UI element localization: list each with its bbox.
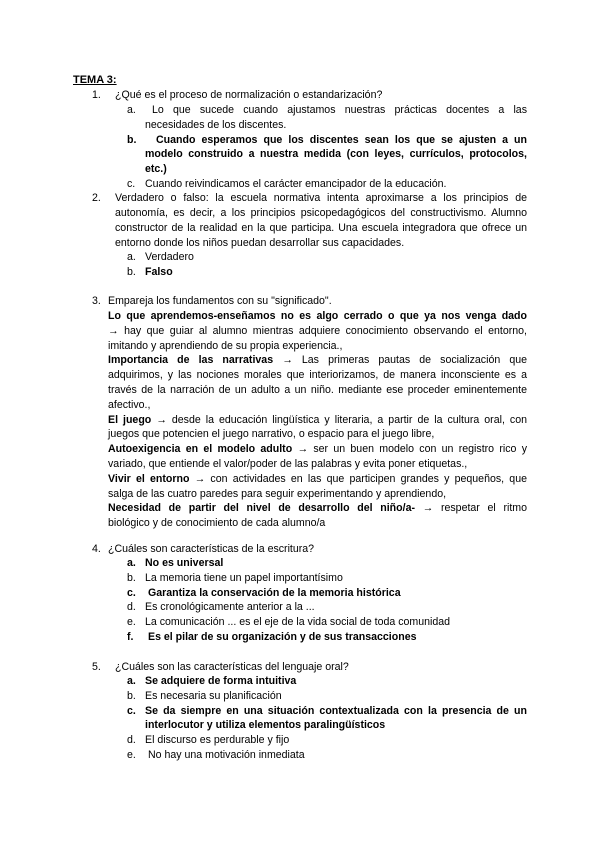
option-a (0, 103, 600, 118)
fundamental-5-meaning: → con actividades en las que participen grandes y pequeños, que (189, 472, 527, 485)
option-label: b. (127, 689, 136, 702)
fundamental-3 (108, 413, 527, 428)
option-label: c. (127, 177, 136, 190)
option-text: Se da siempre en una situación contextualizada con la presencia de un (145, 704, 527, 717)
fundamental-2 (108, 353, 527, 368)
option-text: No es universal (145, 557, 224, 569)
option-text: Se adquiere de forma intuitiva (145, 675, 297, 687)
fundamental-3-title: El juego (108, 413, 152, 426)
option-label: d. (127, 734, 136, 747)
option-text: Cuando esperamos que los discentes sean los que se ajusten a un (156, 133, 527, 146)
option-label: c. (127, 586, 136, 599)
option-text: Falso (145, 265, 173, 278)
fundamental-4 (108, 442, 527, 457)
fundamental-6 (108, 501, 527, 516)
option-label: b. (127, 265, 136, 278)
option-c (0, 704, 600, 719)
fundamental-1-meaning-cont: imitando y aprendiendo de su propia experiencia., (108, 339, 343, 352)
question-number: 1. (92, 89, 101, 101)
option-d (0, 733, 600, 748)
fundamental-3-cont: juegos que potencien el juego narrativo, o espacio para el juego libre, (108, 428, 435, 441)
fundamental-4-cont: variado, que entiende el valor/poder de las palabras y evita poner etiquetas., (108, 457, 468, 470)
option-a (0, 556, 600, 571)
option-c (0, 586, 600, 601)
option-label: a. (127, 675, 136, 687)
question-text: Verdadero o falso: la escuela normativa intenta aproximarse a los principios de (115, 192, 527, 204)
option-text: Garantiza la conservación de la memoria histórica (148, 586, 401, 599)
option-text: Cuando reivindicamos el carácter emancipador de la educación. (145, 177, 447, 190)
option-text: No hay una motivación inmediata (148, 748, 305, 761)
matching-fundamentals (108, 309, 527, 531)
question-number: 4. (92, 543, 101, 555)
option-label: e. (127, 616, 136, 629)
option-a (0, 250, 600, 265)
fundamental-2-meaning: → Las primeras pautas de socialización que (273, 354, 527, 367)
option-b (0, 133, 600, 148)
option-label: a. (127, 104, 136, 116)
option-a-cont (0, 118, 600, 133)
option-c (0, 177, 600, 192)
fundamental-2-cont2: través de la narración de un adulto a un niño. mediante ese proceder eminentemente (108, 383, 527, 396)
option-c-cont (0, 718, 600, 733)
option-b (0, 571, 600, 586)
option-b (0, 265, 600, 280)
option-label: b. (127, 133, 137, 146)
fundamental-4-title: Autoexigencia en el modelo adulto (108, 443, 293, 456)
question-text: Empareja los fundamentos con su "significado". (108, 295, 332, 307)
fundamental-4-meaning: → ser un buen modelo con un registro rico y (292, 443, 527, 456)
question-number: 5. (92, 661, 101, 673)
fundamental-1-meaning: → hay que guiar al alumno mientras adquiere conocimiento observando el entorno, (108, 324, 527, 337)
option-b-cont2 (0, 162, 600, 177)
fundamental-2-cont3: afectivo., (108, 398, 151, 411)
option-text: necesidades de los discentes. (145, 118, 287, 131)
option-label: f. (127, 630, 134, 643)
question-2-options (0, 250, 600, 280)
fundamental-5-title: Vivir el entorno (108, 472, 190, 485)
option-text: El discurso es perdurable y fijo (145, 734, 290, 747)
fundamental-1-title: Lo que aprendemos-enseñamos no es algo cerrado o que ya nos venga dado (108, 310, 527, 322)
fundamental-6-title: Necesidad de partir del nivel de desarrollo del niño/a- (108, 502, 415, 515)
option-label: b. (127, 571, 136, 584)
option-label: a. (127, 251, 136, 263)
option-e (0, 748, 600, 763)
option-f (0, 630, 600, 645)
page-title: TEMA 3: (73, 74, 117, 86)
question-text: entorno donde los niños puedan desarrollar sus capacidades. (115, 237, 405, 249)
question-1-options (0, 103, 600, 192)
option-text: interlocutor y utiliza elementos paralingüísticos (145, 719, 386, 732)
question-text: ¿Qué es el proceso de normalización o estandarización? (115, 89, 383, 101)
question-5-options (0, 674, 600, 763)
fundamental-6-cont: biológico y de conocimiento de cada alumno/a (108, 517, 326, 530)
option-e (0, 615, 600, 630)
question-number: 2. (92, 192, 101, 204)
option-label: c. (127, 704, 136, 717)
fundamental-5-cont: salga de las cuatro paredes para seguir experimentando y aprendiendo, (108, 487, 447, 500)
fundamental-2-cont: adquirimos, y las nociones morales que interiorizamos, de manera inconsciente es a (108, 369, 527, 382)
option-text: Verdadero (145, 251, 194, 263)
question-text: ¿Cuáles son características de la escritura? (108, 543, 315, 555)
question-4-options (0, 556, 600, 645)
option-d (0, 600, 600, 615)
option-text: Lo que sucede cuando ajustamos nuestras prácticas docentes a las (152, 104, 527, 116)
option-text: Es necesaria su planificación (145, 689, 282, 702)
question-text: constructor de la realidad en la que participa. Una escuela integradora que ofrece un (115, 222, 527, 234)
option-label: d. (127, 601, 136, 614)
fundamental-2-title: Importancia de las narrativas (108, 354, 274, 367)
fundamental-6-meaning: → respetar el ritmo (415, 502, 527, 515)
fundamental-3-meaning: → desde la educación lingüística y literaria, a partir de la cultura oral, con (151, 413, 527, 426)
question-number: 3. (92, 295, 101, 307)
fundamental-5 (108, 472, 527, 487)
option-text: modelo construido a nuestra medida (con leyes, currículos, protocolos, (145, 148, 527, 161)
option-b-cont (0, 147, 600, 162)
question-text: ¿Cuáles son las características del lenguaje oral? (115, 661, 349, 673)
question-text: autonomía, es decir, a los principios psicopedagógicos del constructivismo. Alumno (115, 207, 527, 219)
option-text: Es el pilar de su organización y de sus transacciones (148, 630, 417, 643)
option-a (0, 674, 600, 689)
option-text: La memoria tiene un papel importantísimo (145, 571, 343, 584)
option-text: Es cronológicamente anterior a la ... (145, 601, 315, 614)
option-text: La comunicación ... es el eje de la vida social de toda comunidad (145, 616, 451, 629)
option-label: e. (127, 748, 136, 761)
option-label: a. (127, 557, 136, 569)
option-text: etc.) (145, 163, 167, 176)
option-b (0, 689, 600, 704)
